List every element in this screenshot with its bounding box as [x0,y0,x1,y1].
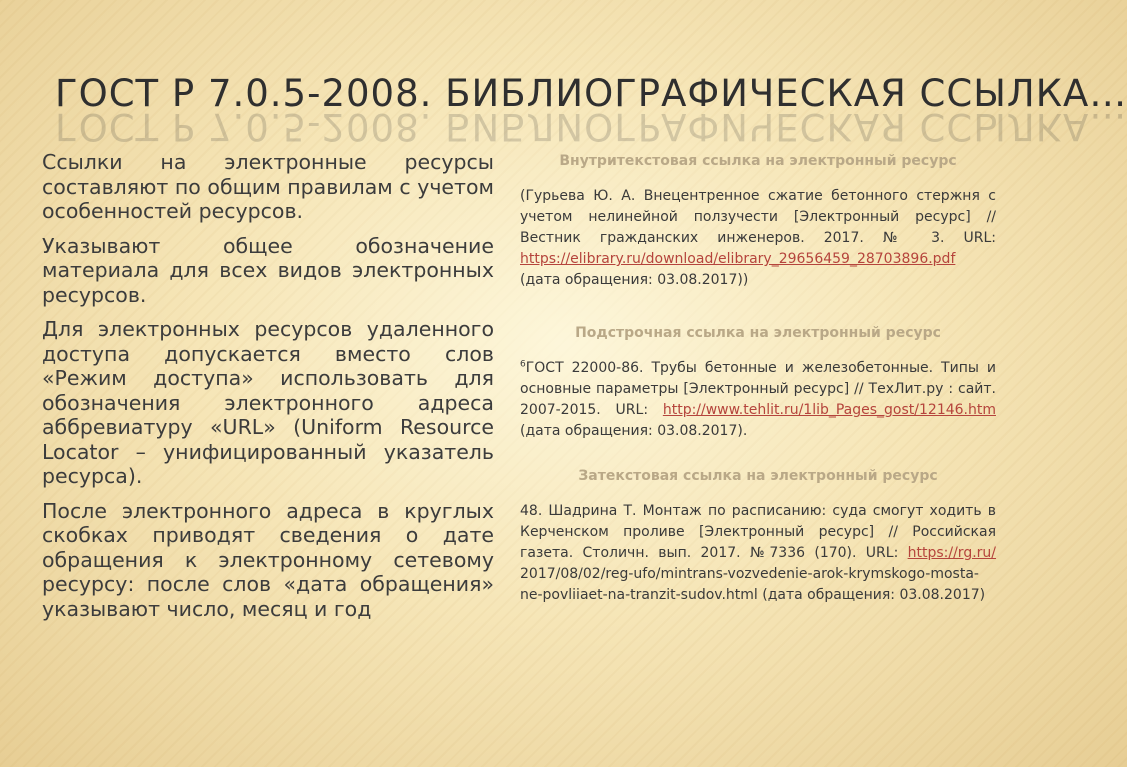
heading-endnote-reference: Затекстовая ссылка на электронный ресурс [578,468,938,484]
paragraph-1: Ссылки на электронные ресурсы составляют по общим правилам с учетом особенностей ресурсов. [42,150,494,223]
title-reflection [55,105,1127,148]
intext-reference-before: (Гурьева Ю. А. Внецентренное сжатие бетонного стержня с учетом нелинейной ползучести [Электронный ресурс] // Вестник гражданских инженеров. 2017. № 3. URL: [520,188,996,246]
endnote-reference-after: 2017/08/02/reg-ufo/mintrans-vozvedenie-arok-krymskogo-mosta-ne-povliiaet-na-tranzit-sudov.html (дата обращения: 03.08.2017) [520,566,986,603]
heading-footnote-reference: Подстрочная ссылка на электронный ресурс [575,325,941,341]
intext-reference-after: (дата обращения: 03.08.2017)) [520,272,749,288]
paragraph-3: Для электронных ресурсов удаленного доступа допускается вместо слов «Режим доступа» использовать для обозначения электронного адреса аббревиатуру «URL» (Uniform Resource Locator – унифицированный указатель ресурса). [42,317,494,488]
right-column [520,152,996,606]
intext-reference-link[interactable]: https://elibrary.ru/download/elibrary_29656459_28703896.pdf [520,251,956,267]
intext-reference-text [520,186,996,291]
footnote-reference-link[interactable]: http://www.tehlit.ru/1lib_Pages_gost/12146.htm [662,402,996,418]
endnote-reference-before: 48. Шадрина Т. Монтаж по расписанию: суда смогут ходить в Керченском проливе [Электронный ресурс] // Российская газета. Столичн. вып. 2017. №7336 (170). URL: [520,503,996,561]
paragraph-4: После электронного адреса в круглых скобках приводят сведения о дате обращения к электронному сетевому ресурсу: после слов «дата обращения» указывают число, месяц и год [42,498,494,621]
footnote-reference-after: (дата обращения: 03.08.2017). [520,423,748,439]
endnote-reference-text [520,501,996,606]
footnote-reference-before: ГОСТ 22000-86. Трубы бетонные и железобетонные. Типы и основные параметры [Электронный ресурс] // ТехЛит.ру : сайт. 2007-2015. URL: [520,360,996,418]
slide-title: ГОСТ Р 7.0.5-2008. БИБЛИОГРАФИЧЕСКАЯ ССЫЛКА… [55,72,1127,115]
title-reflection-text: ГОСТ Р 7.0.5-2008. БИБЛИОГРАФИЧЕСКАЯ ССЫЛКА… [55,105,1127,148]
endnote-reference-link[interactable]: https://rg.ru/ [907,545,996,561]
footnote-mark: 6 [520,359,526,370]
heading-intext-reference: Внутритекстовая ссылка на электронный ресурс [559,153,957,169]
footnote-reference-text [520,358,996,442]
paragraph-2: Указывают общее обозначение материала для всех видов электронных ресурсов. [42,233,494,307]
left-column [42,150,494,631]
